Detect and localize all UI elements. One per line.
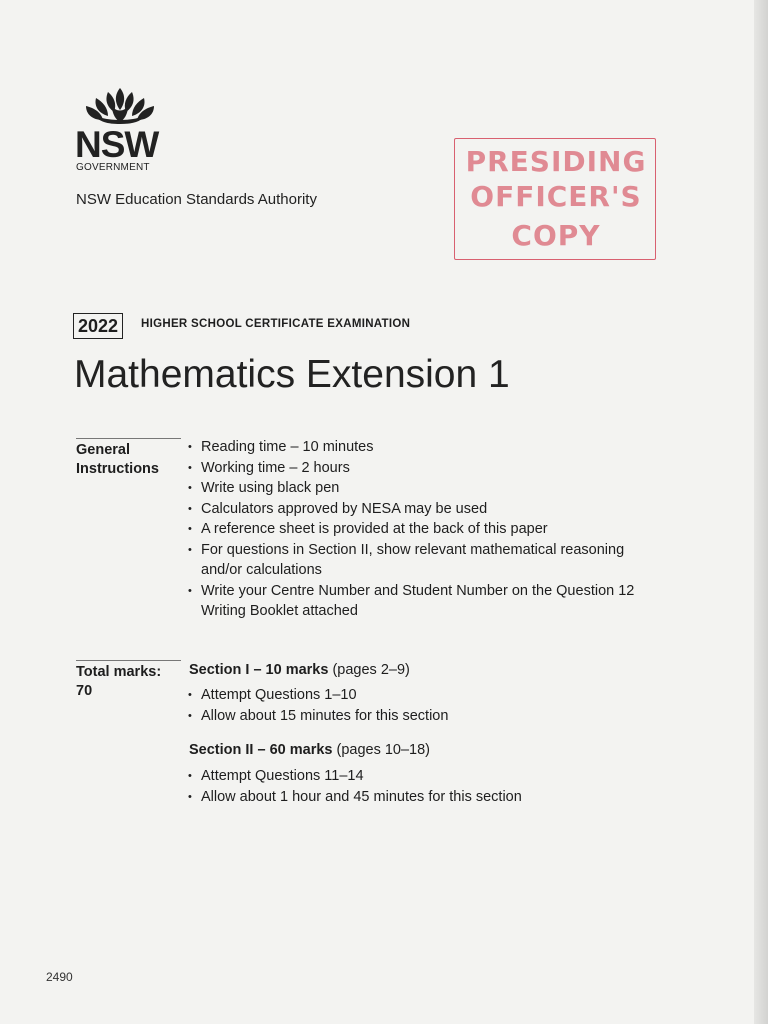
list-item: • Write your Centre Number and Student Number on the Question 12 Writing Booklet attached	[188, 581, 668, 622]
list-item: • Attempt Questions 1–10	[188, 685, 668, 706]
stamp-line-1: PRESIDING	[465, 145, 647, 178]
section-1-list	[188, 685, 668, 726]
paper-code: 2490	[46, 970, 73, 984]
logo-wordmark: NSW	[75, 124, 159, 165]
logo-government-label: GOVERNMENT	[76, 162, 150, 173]
section-2-list	[188, 766, 668, 807]
section-2-title: Section II – 60 marks (pages 10–18)	[189, 742, 431, 758]
divider-rule	[76, 438, 181, 439]
divider-rule	[76, 660, 181, 661]
authority-name: NSW Education Standards Authority	[76, 191, 317, 208]
page-edge-shadow	[754, 0, 768, 1024]
presiding-officer-stamp	[454, 138, 656, 260]
page-title: Mathematics Extension 1	[74, 353, 510, 396]
list-item: • Write using black pen	[188, 478, 668, 499]
stamp-line-3: COPY	[511, 219, 601, 252]
list-item: • For questions in Section II, show relevant mathematical reasoning and/or calculations	[188, 540, 668, 581]
exam-type-label: HIGHER SCHOOL CERTIFICATE EXAMINATION	[141, 318, 411, 330]
list-item: • Allow about 1 hour and 45 minutes for this section	[188, 787, 668, 808]
list-item: • Working time – 2 hours	[188, 458, 668, 479]
section-1-title: Section I – 10 marks (pages 2–9)	[189, 662, 410, 678]
total-marks-heading: Total marks: 70	[76, 664, 162, 699]
list-item: • Allow about 15 minutes for this section	[188, 706, 668, 727]
general-instructions-heading: General Instructions	[76, 442, 159, 477]
list-item: • Attempt Questions 11–14	[188, 766, 668, 787]
exam-year: 2022	[73, 313, 123, 339]
list-item: • Reading time – 10 minutes	[188, 437, 668, 458]
stamp-line-2: OFFICER'S	[470, 180, 642, 213]
list-item: • A reference sheet is provided at the back of this paper	[188, 519, 668, 540]
general-instructions-list	[188, 437, 668, 622]
list-item: • Calculators approved by NESA may be used	[188, 499, 668, 520]
